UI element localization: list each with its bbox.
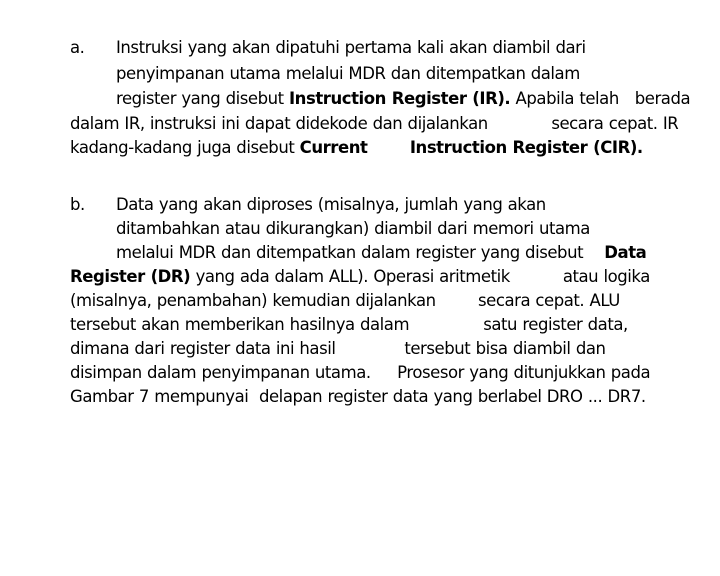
term-data: Data (604, 243, 647, 262)
item-b-line-6: tersebut akan memberikan hasilnya dalam satu register data, (70, 315, 628, 334)
item-a-line-4: dalam IR, instruksi ini dapat didekode dan dijalankan secara cepat. IR (70, 114, 679, 133)
item-a-marker: a. (70, 38, 85, 57)
term-current: Current (299, 138, 368, 157)
item-a-line-1: Instruksi yang akan dipatuhi pertama kali akan diambil dari (116, 38, 586, 57)
item-a-line-3: register yang disebut Instruction Register (IR). Apabila telah berada (116, 89, 691, 108)
item-b-line-5: (misalnya, penambahan) kemudian dijalankan secara cepat. ALU (70, 291, 620, 310)
item-b-line-1: Data yang akan diproses (misalnya, jumlah yang akan (116, 195, 546, 214)
term-data-register: Register (DR) (70, 267, 191, 286)
item-b-line-2: ditambahkan atau dikurangkan) diambil dari memori utama (116, 219, 590, 238)
item-a-line-2: penyimpanan utama melalui MDR dan ditempatkan dalam (116, 64, 580, 83)
item-b-marker: b. (70, 195, 85, 214)
item-b-line-4: Register (DR) yang ada dalam ALL). Operasi aritmetik atau logika (70, 267, 650, 286)
item-b-line-9: Gambar 7 mempunyai delapan register data yang berlabel DRO ... DR7. (70, 387, 646, 406)
term-instruction-register: Instruction Register (IR). (288, 89, 511, 108)
term-current-instruction-register: Instruction Register (CIR). (409, 138, 643, 157)
item-b-line-7: dimana dari register data ini hasil tersebut bisa diambil dan (70, 339, 606, 358)
item-a-line-5: kadang-kadang juga disebut Current Instruction Register (CIR). (70, 138, 643, 157)
item-b-line-3: melalui MDR dan ditempatkan dalam register yang disebut Data (116, 243, 647, 262)
item-b-line-8: disimpan dalam penyimpanan utama. Prosesor yang ditunjukkan pada (70, 363, 651, 382)
